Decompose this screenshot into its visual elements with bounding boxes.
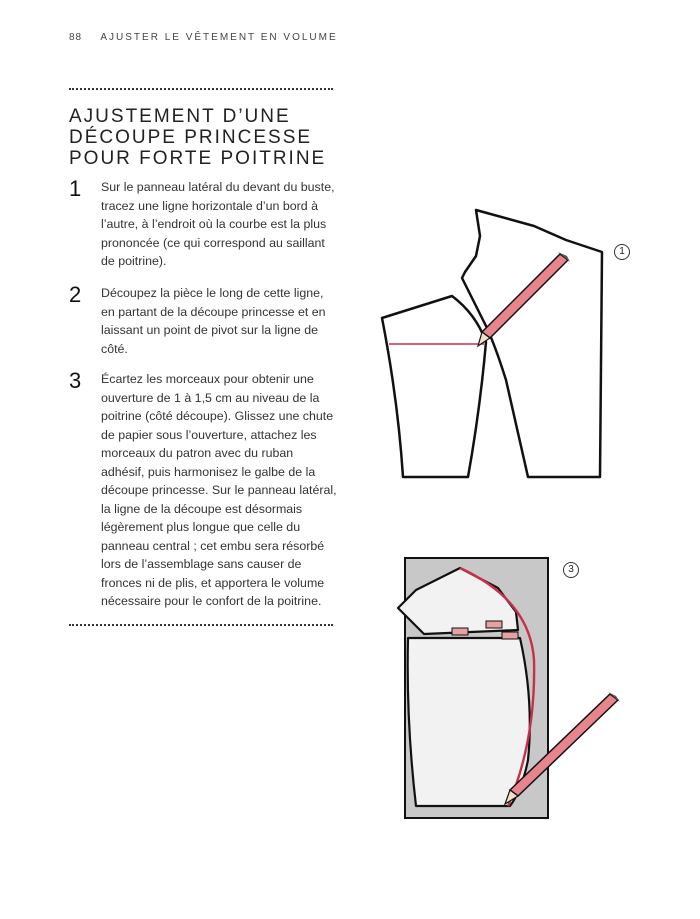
tape-piece (502, 632, 518, 639)
page-number: 88 (69, 32, 83, 43)
tape-piece (452, 628, 468, 635)
lower-piece-outline (408, 638, 530, 806)
step-number: 2 (69, 282, 82, 307)
section-title: AJUSTEMENT D’UNE DÉCOUPE PRINCESSE POUR FORTE POITRINE (69, 106, 327, 169)
step-number: 3 (69, 368, 82, 393)
step-number: 1 (69, 176, 82, 201)
figure-3-label: 3 (563, 562, 579, 578)
step-text: Écartez les morceaux pour obtenir une ouverture de 1 à 1,5 cm au niveau de la poitrine (côté découpe). Glissez une chute de papier sous l’ouverture, attachez les morceaux du patron avec du ruban adhésif, puis harmonisez le galbe de la découpe princesse. Sur le panneau latéral, la ligne de la découpe est désormais légèrement plus longue que celle du panneau central ; cet embu sera résorbé lors de l’assemblage sans causer de fronces ni de plis, et apportera le volume nécessaire pour le confort de la poitrine. (101, 372, 337, 608)
figure-1-label: 1 (614, 244, 630, 260)
running-title: AJUSTER LE VÊTEMENT EN VOLUME (100, 32, 338, 43)
step-text: Découpez la pièce le long de cette ligne, en partant de la découpe princesse et en laissant un point de pivot sur la ligne de côté. (101, 286, 326, 356)
tape-piece (486, 621, 502, 628)
step-text: Sur le panneau latéral du devant du buste, tracez une ligne horizontale d’un bord à l’autre, à l’endroit où la courbe est la plus prononcée (ce qui correspond au saillant de poitrine). (101, 180, 335, 268)
